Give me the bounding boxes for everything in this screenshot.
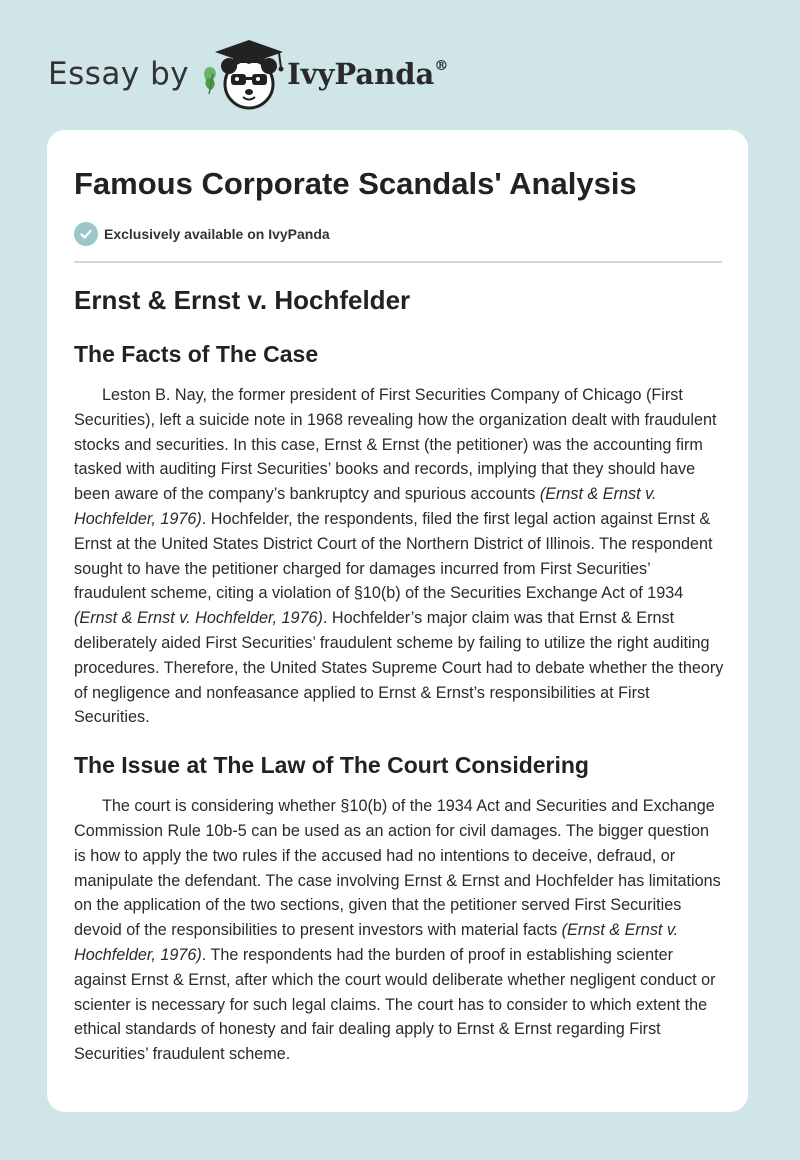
- exclusive-badge: [74, 222, 330, 246]
- essay-card: [47, 130, 748, 1112]
- page-title: Famous Corporate Scandals' Analysis: [74, 166, 637, 201]
- site-header-logo[interactable]: [48, 34, 448, 114]
- issue-paragraph: The court is considering whether §10(b) of the 1934 Act and Securities and Exchange Commission Rule 10b-5 can be used as an action for civil damages. The bigger question is how to apply the two rules if the accused had no intentions to deceive, defraud, or manipulate the defendant. The case involving Ernst & Ernst and Hochfelder has limitations on the application of the two sections, given that the petitioner served First Securities devoid of the responsibilities to present investors with material facts (Ernst & Ernst v. Hochfelder, 1976). The respondents had the burden of proof in establishing scienter against Ernst & Ernst, after which the court would deliberate whether negligent conduct or scienter is necessary for such legal claims. The court has to consider to which extent the ethical standards of honesty and fair dealing apply to Ernst & Ernst regarding First Securities’ fraudulent scheme.: [74, 797, 721, 1064]
- badge-label: Exclusively available on IvyPanda: [104, 226, 330, 242]
- citation: (Ernst & Ernst v. Hochfelder, 1976): [74, 921, 679, 964]
- issue-heading: The Issue at The Law of The Court Considering: [74, 752, 589, 779]
- essay-body: [74, 283, 724, 1087]
- check-icon: [74, 222, 98, 246]
- citation: (Ernst & Ernst v. Hochfelder, 1976): [74, 609, 323, 628]
- panda-logo-icon: [197, 34, 291, 114]
- facts-paragraph: Leston B. Nay, the former president of First Securities Company of Chicago (First Securities), left a suicide note in 1968 revealing how the organization dealt with fraudulent stocks and securities. In this case, Ernst & Ernst (the petitioner) was the accounting firm tasked with auditing First Securities’ books and records, implying that they should have been aware of the company’s bankruptcy and spurious accounts (Ernst & Ernst v. Hochfelder, 1976). Hochfelder, the respondents, filed the first legal action against Ernst & Ernst at the United States District Court of the Northern District of Illinois. The respondent sought to have the petitioner charged for damages incurred from First Securities’ fraudulent scheme, citing a violation of §10(b) of the Securities Exchange Act of 1934 (Ernst & Ernst v. Hochfelder, 1976). Hochfelder’s major claim was that Ernst & Ernst deliberately aided First Securities’ fraudulent scheme by failing to utilize the right auditing procedures. Therefore, the United States Supreme Court had to debate whether the theory of negligence and nonfeasance applied to Ernst & Ernst’s responsibilities at First Securities.: [74, 386, 724, 727]
- brand-prefix: Essay by: [48, 56, 190, 92]
- citation: (Ernst & Ernst v. Hochfelder, 1976): [74, 485, 657, 528]
- section-heading: Ernst & Ernst v. Hochfelder: [74, 285, 411, 315]
- facts-heading: The Facts of The Case: [74, 341, 319, 367]
- divider: [74, 261, 722, 263]
- brand-name: IvyPanda®: [287, 57, 449, 91]
